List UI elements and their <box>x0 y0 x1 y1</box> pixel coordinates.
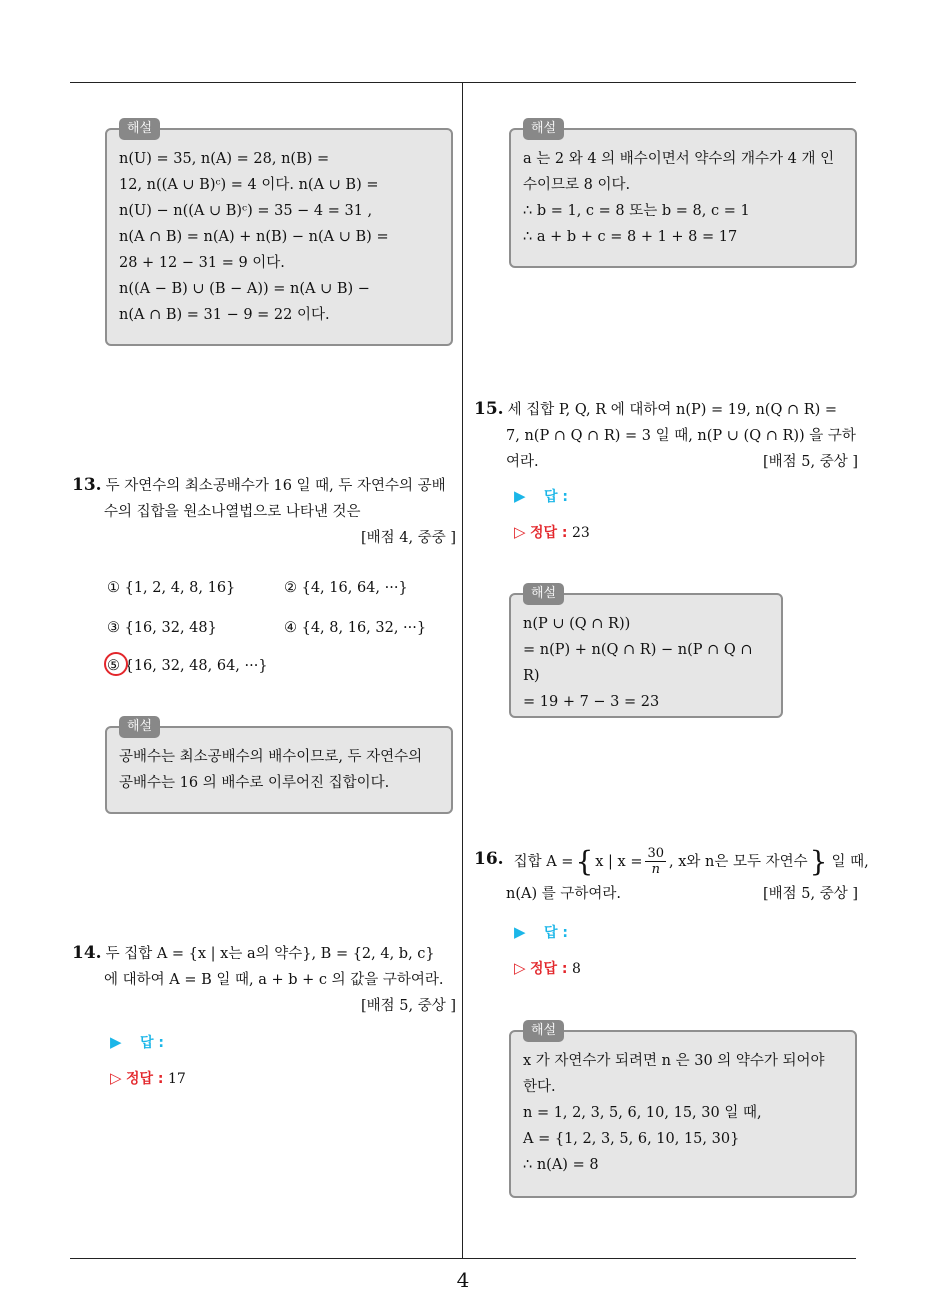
right-brace-icon: } <box>809 844 828 878</box>
choice-4[interactable]: ④ {4, 8, 16, 32, ···} <box>284 620 427 636</box>
explanation-line: n(A ∩ B) = 31 − 9 = 22 이다. <box>119 307 330 323</box>
explanation-line: 공배수는 16 의 배수로 이루어진 집합이다. <box>119 775 390 791</box>
explanation-line: ∴ b = 1, c = 8 또는 b = 8, c = 1 <box>523 203 750 219</box>
explanation-line: n(P ∪ (Q ∩ R)) <box>523 616 631 632</box>
explanation-line: n = 1, 2, 3, 5, 6, 10, 15, 30 일 때, <box>523 1105 762 1121</box>
explanation-line: = 19 + 7 − 3 = 23 <box>523 694 660 710</box>
question-text: 일 때, <box>831 853 869 870</box>
answer-label: 답 : <box>544 489 568 505</box>
answer-row-16 <box>514 922 568 942</box>
question-text: 집합 A = <box>513 853 574 870</box>
answer-row-15 <box>514 486 568 506</box>
outline-triangle-icon: ▷ <box>110 1069 122 1087</box>
question-text: 7, n(P ∩ Q ∩ R) = 3 일 때, n(P ∪ (Q ∩ R)) 을 구하 <box>506 428 856 444</box>
answer-label: 답 : <box>140 1035 164 1051</box>
explanation-tag: 해설 <box>119 716 160 738</box>
explanation-tag: 해설 <box>523 118 564 140</box>
question-text: 수의 집합을 원소나열법으로 나타낸 것은 <box>104 504 361 520</box>
explanation-line: A = {1, 2, 3, 5, 6, 10, 15, 30} <box>523 1131 740 1147</box>
correct-label: 정답 : <box>530 525 568 541</box>
score-label: [배점 5, 중상 ] <box>360 998 456 1014</box>
fraction-numerator: 30 <box>647 846 665 861</box>
explanation-box-16 <box>509 1023 857 1198</box>
question-text: n(A) 를 구하여라. <box>506 886 621 902</box>
question-text: 에 대하여 A = B 일 때, a + b + c 의 값을 구하여라. <box>104 972 444 988</box>
explanation-box-12 <box>105 121 453 346</box>
explanation-box-14 <box>509 121 857 268</box>
set-condition-text: , x와 n은 모두 자연수 <box>669 853 808 870</box>
correct-value: 17 <box>167 1071 186 1087</box>
question-13 <box>72 472 456 551</box>
bottom-rule <box>70 1258 856 1259</box>
explanation-line: n(U) = 35, n(A) = 28, n(B) = <box>119 151 330 167</box>
question-text: 세 집합 P, Q, R 에 대하여 n(P) = 19, n(Q ∩ R) = <box>507 402 838 418</box>
column-divider <box>462 82 463 1258</box>
explanation-line: = n(P) + n(Q ∩ R) − n(P ∩ Q ∩ R) <box>523 642 753 684</box>
explanation-line: n(U) − n((A ∪ B)ᶜ) = 35 − 4 = 31 , <box>119 203 373 219</box>
page-number: 4 <box>456 1268 470 1292</box>
fraction <box>645 846 666 877</box>
outline-triangle-icon: ▷ <box>514 959 526 977</box>
correct-row-14 <box>110 1068 186 1088</box>
score-label: [배점 5, 중상 ] <box>762 886 858 902</box>
explanation-line: n((A − B) ∪ (B − A)) = n(A ∪ B) − <box>119 281 370 297</box>
correct-row-15 <box>514 522 590 542</box>
answer-row-14 <box>110 1032 164 1052</box>
question-text: 두 자연수의 최소공배수가 16 일 때, 두 자연수의 공배 <box>105 478 446 494</box>
question-14 <box>72 940 456 1019</box>
question-number: 15. <box>474 399 504 419</box>
choice-1[interactable]: ① {1, 2, 4, 8, 16} <box>107 580 236 596</box>
explanation-line: 12, n((A ∪ B)ᶜ) = 4 이다. n(A ∪ B) = <box>119 177 379 193</box>
choice-3[interactable]: ③ {16, 32, 48} <box>107 620 217 636</box>
set-builder-text: x | x = <box>595 853 643 870</box>
question-number: 14. <box>72 943 102 963</box>
score-label: [배점 5, 중상 ] <box>762 454 858 470</box>
explanation-line: ∴ a + b + c = 8 + 1 + 8 = 17 <box>523 229 738 245</box>
choice-2[interactable]: ② {4, 16, 64, ···} <box>284 580 408 596</box>
explanation-line: n(A ∩ B) = n(A) + n(B) − n(A ∪ B) = <box>119 229 389 245</box>
outline-triangle-icon: ▷ <box>514 523 526 541</box>
selected-answer-circle-icon <box>104 652 128 676</box>
play-triangle-icon: ▶ <box>110 1033 122 1051</box>
question-16 <box>474 844 869 907</box>
question-text: 두 집합 A = {x | x는 a의 약수}, B = {2, 4, b, c} <box>105 946 435 962</box>
explanation-box-15 <box>509 586 783 718</box>
play-triangle-icon: ▶ <box>514 923 526 941</box>
question-15 <box>474 396 858 475</box>
explanation-line: 28 + 12 − 31 = 9 이다. <box>119 255 285 271</box>
question-text: 여라. <box>506 454 539 470</box>
explanation-line: 공배수는 최소공배수의 배수이므로, 두 자연수의 <box>119 749 423 765</box>
correct-value: 8 <box>571 961 581 977</box>
fraction-denominator: n <box>651 862 660 877</box>
explanation-box-13 <box>105 719 453 814</box>
question-number: 16. <box>474 849 504 869</box>
correct-label: 정답 : <box>126 1071 164 1087</box>
top-rule <box>70 82 856 83</box>
explanation-line: 수이므로 8 이다. <box>523 177 631 193</box>
question-text-last <box>474 449 858 475</box>
explanation-tag: 해설 <box>523 583 564 605</box>
choice-5[interactable]: ⑤ {16, 32, 48, 64, ···} <box>107 658 268 674</box>
explanation-line: x 가 자연수가 되려면 n 은 30 의 약수가 되어야 <box>523 1053 825 1069</box>
correct-label: 정답 : <box>530 961 568 977</box>
question-number: 13. <box>72 475 102 495</box>
correct-row-16 <box>514 958 581 978</box>
play-triangle-icon: ▶ <box>514 487 526 505</box>
correct-value: 23 <box>571 525 590 541</box>
explanation-line: ∴ n(A) = 8 <box>523 1157 599 1173</box>
explanation-tag: 해설 <box>523 1020 564 1042</box>
explanation-tag: 해설 <box>119 118 160 140</box>
question-text-last <box>474 881 858 907</box>
answer-label: 답 : <box>544 925 568 941</box>
left-brace-icon: { <box>575 844 594 878</box>
score-label: [배점 4, 중중 ] <box>360 530 456 546</box>
explanation-line: a 는 2 와 4 의 배수이면서 약수의 개수가 4 개 인 <box>523 151 835 167</box>
explanation-line: 한다. <box>523 1079 556 1095</box>
